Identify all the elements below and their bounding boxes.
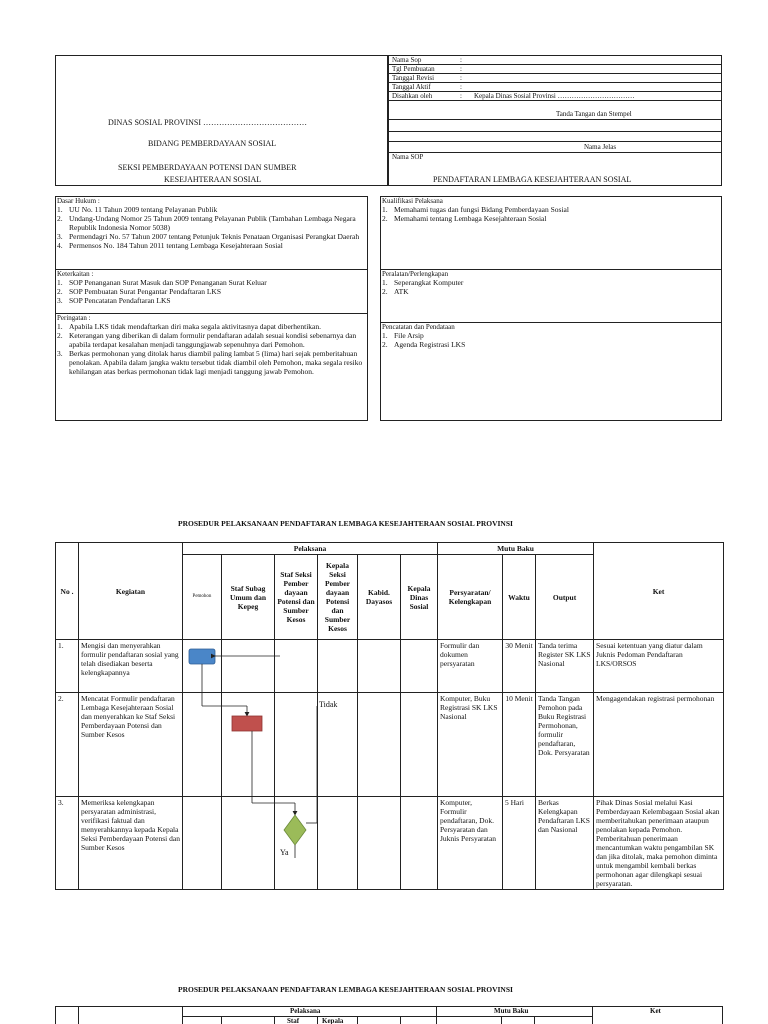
- row-kegiatan: Mengisi dan menyerahkan formulir pendaftaran sosial yang telah disediakan beserta kelengkapannya: [79, 640, 183, 693]
- colon: :: [460, 56, 462, 64]
- dasar-hukum-title: Dasar Hukum :: [57, 197, 100, 205]
- list-item: 1. File Arsip: [382, 331, 424, 341]
- row-waktu: 30 Menit: [503, 640, 536, 693]
- section-line-2: KESEJAHTERAAN SOSIAL: [164, 175, 262, 184]
- field-nama-jelas: Nama Jelas: [584, 143, 617, 151]
- col-mutu-baku-2: Mutu Baku: [494, 1007, 529, 1015]
- list-item: 2. Undang-Undang Nomor 25 Tahun 2009 tentang Pelayanan Publik (Tambahan Lembaga Negara Republik Indonesia Nomor 5038): [57, 214, 356, 233]
- peringatan-title: Peringatan :: [57, 314, 91, 322]
- list-item: 2. SOP Pembuatan Surat Pengantar Pendaftaran LKS: [57, 287, 221, 297]
- list-item: 3. Berkas permohonan yang ditolak harus diambil paling lambat 5 (lima) hari sejak pemberitahuan penolakan. Apabila dalam jangka waktu tersebut tidak diambil oleh Pemohon, maka segala resiko kehilangan atas berkas permohonan tidak lagi menjadi tanggung jawab Pemohon.: [57, 349, 363, 377]
- division-name: BIDANG PEMBERDAYAAN SOSIAL: [148, 139, 277, 148]
- list-item: 4. Permensos No. 184 Tahun 2011 tentang Lembaga Kesejahteraan Sosial: [57, 241, 283, 251]
- col-staf-subag: Staf Subag Umum dan Kepeg: [222, 555, 275, 640]
- list-item: 1. Apabila LKS tidak mendaftarkan diri maka segala aktivitasnya dapat diberhentikan.: [57, 322, 321, 332]
- field-tanda-tangan: Tanda Tangan dan Stempel: [556, 110, 632, 118]
- col-staf-seksi: Staf Seksi Pember dayaan Potensi dan Sumber Kesos: [275, 555, 318, 640]
- section-line-1: SEKSI PEMBERDAYAAN POTENSI DAN SUMBER: [118, 163, 297, 172]
- list-item: 2. Keterangan yang diberikan di dalam formulir pendaftaran adalah sesuai kondisi sebenarnya dan apabila terdapat kesalahan menjadi tanggungjawab sepenuhnya dari Pemohon.: [57, 331, 357, 350]
- peralatan-title: Peralatan/Perlengkapan: [382, 270, 449, 278]
- col-no: No .: [56, 543, 79, 640]
- field-tanggal-revisi: Tanggal Revisi: [392, 74, 435, 82]
- row-ket: Pihak Dinas Sosial melalui Kasi Pemberdayaan Kelembagaan Sosial akan memberitahukan penerimaan ataupun penolakan kepada Pemohon. Pemberitahuan penerimaan mencantumkan waktu pengambilan SK dan jika ditolak, maka pemohon diminta untuk mengambil kembali berkas permohonan agar dilengkapi sesuai persyaratan.: [594, 797, 724, 890]
- sop-title: PENDAFTARAN LEMBAGA KESEJAHTERAAN SOSIAL: [433, 175, 632, 184]
- procedure-title: PROSEDUR PELAKSANAAN PENDAFTARAN LEMBAGA KESEJAHTERAAN SOSIAL PROVINSI: [178, 519, 513, 528]
- field-tanggal-aktif: Tanggal Aktif: [392, 83, 431, 91]
- row-ket: Sesuai ketentuan yang diatur dalam Juknis Pedoman Pendaftaran LKS/ORSOS: [594, 640, 724, 693]
- list-item: 1. SOP Penanganan Surat Masuk dan SOP Penanganan Surat Keluar: [57, 278, 267, 288]
- org-name: DINAS SOSIAL PROVINSI …………………………………: [108, 118, 308, 127]
- procedure-table-2: [55, 1006, 723, 1024]
- field-tgl-pembuatan: Tgl Pembuatan: [392, 65, 435, 73]
- list-item: 2. Agenda Registrasi LKS: [382, 340, 466, 350]
- row-ket: Mengagendakan registrasi permohonan: [594, 693, 724, 797]
- procedure-title-2: PROSEDUR PELAKSANAAN PENDAFTARAN LEMBAGA KESEJAHTERAAN SOSIAL PROVINSI: [178, 985, 513, 994]
- flow-process-box: [232, 716, 262, 731]
- row-no: 1.: [56, 640, 79, 693]
- col-pelaksana-2: Pelaksana: [290, 1007, 321, 1015]
- field-nama-sop-2: Nama SOP: [392, 153, 424, 161]
- field-disahkan-oleh: Disahkan oleh: [392, 92, 433, 100]
- row-output: Berkas Kelengkapan Pendaftaran LKS dan Nasional: [536, 797, 594, 890]
- row-persyaratan: Formulir dan dokumen persyaratan: [438, 640, 503, 693]
- colon: :: [460, 74, 462, 82]
- col-kegiatan: Kegiatan: [79, 543, 183, 640]
- list-item: 1. Memahami tugas dan fungsi Bidang Pemberdayaan Sosial: [382, 205, 569, 215]
- colon: :: [460, 92, 462, 100]
- row-kegiatan: Mencatat Formulir pendaftaran Lembaga Kesejahteraan Sosial dan menyerahkan ke Staf Seksi Pemberdayaan Potensi dan Sumber Kesos: [79, 693, 183, 797]
- list-item: 1. Seperangkat Komputer: [382, 278, 464, 288]
- col-kabid: Kabid. Dayasos: [358, 555, 401, 640]
- col-pelaksana: Pelaksana: [183, 543, 438, 555]
- col-ket-2: Ket: [650, 1007, 661, 1015]
- col-kepala-seksi: Kepala Seksi Pember dayaan Potensi dan Sumber Kesos: [318, 555, 358, 640]
- kualifikasi-title: Kualifikasi Pelaksana: [382, 197, 443, 205]
- row-waktu: 10 Menit: [503, 693, 536, 797]
- list-item: 3. SOP Pencatatan Pendaftaran LKS: [57, 296, 171, 306]
- flow-label-tidak: Tidak: [319, 700, 338, 709]
- row-persyaratan: Komputer, Buku Registrasi SK LKS Nasional: [438, 693, 503, 797]
- field-kepala-dinas: Kepala Dinas Sosial Provinsi ……………………………: [474, 92, 635, 100]
- colon: :: [460, 65, 462, 73]
- col-staf-2: Staf: [287, 1017, 300, 1024]
- row-persyaratan: Komputer, Formulir pendaftaran, Dok. Persyaratan dan Juknis Persyaratan: [438, 797, 503, 890]
- field-nama-sop: Nama Sop: [392, 56, 422, 64]
- row-waktu: 5 Hari: [503, 797, 536, 890]
- col-mutu-baku: Mutu Baku: [438, 543, 594, 555]
- col-kepala-2: Kepala: [322, 1017, 344, 1024]
- row-output: Tanda terima Register SK LKS Nasional: [536, 640, 594, 693]
- flow-start-box: [189, 649, 215, 664]
- list-item: 1. UU No. 11 Tahun 2009 tentang Pelayanan Publik: [57, 205, 218, 215]
- list-item: 2. Memahami tentang Lembaga Kesejahteraan Sosial: [382, 214, 547, 224]
- col-persyaratan: Persyaratan/ Kelengkapan: [438, 555, 503, 640]
- col-waktu: Waktu: [503, 555, 536, 640]
- col-ket: Ket: [594, 543, 724, 640]
- list-item: 3. Permendagri No. 57 Tahun 2007 tentang Petunjuk Teknis Penataan Organisasi Perangkat Daerah: [57, 232, 360, 242]
- pencatatan-title: Pencatatan dan Pendataan: [382, 323, 455, 331]
- col-pemohon: Pemohon: [183, 555, 222, 640]
- col-output: Output: [536, 555, 594, 640]
- keterkaitan-title: Keterkaitan :: [57, 270, 94, 278]
- row-output: Tanda Tangan Pemohon pada Buku Registrasi Permohonan, formulir pendaftaran, Dok. Persyaratan: [536, 693, 594, 797]
- row-kegiatan: Memeriksa kelengkapan persyaratan administrasi, verifikasi faktual dan menyerahkannya kepada Kepala Seksi Pemberdayaan Potensi dan Sumber Kesos: [79, 797, 183, 890]
- row-no: 3.: [56, 797, 79, 890]
- colon: :: [460, 83, 462, 91]
- row-no: 2.: [56, 693, 79, 797]
- flow-label-ya: Ya: [280, 848, 289, 857]
- flow-decision-diamond: [284, 815, 306, 845]
- col-kepala-dinas: Kepala Dinas Sosial: [401, 555, 438, 640]
- list-item: 2. ATK: [382, 287, 409, 297]
